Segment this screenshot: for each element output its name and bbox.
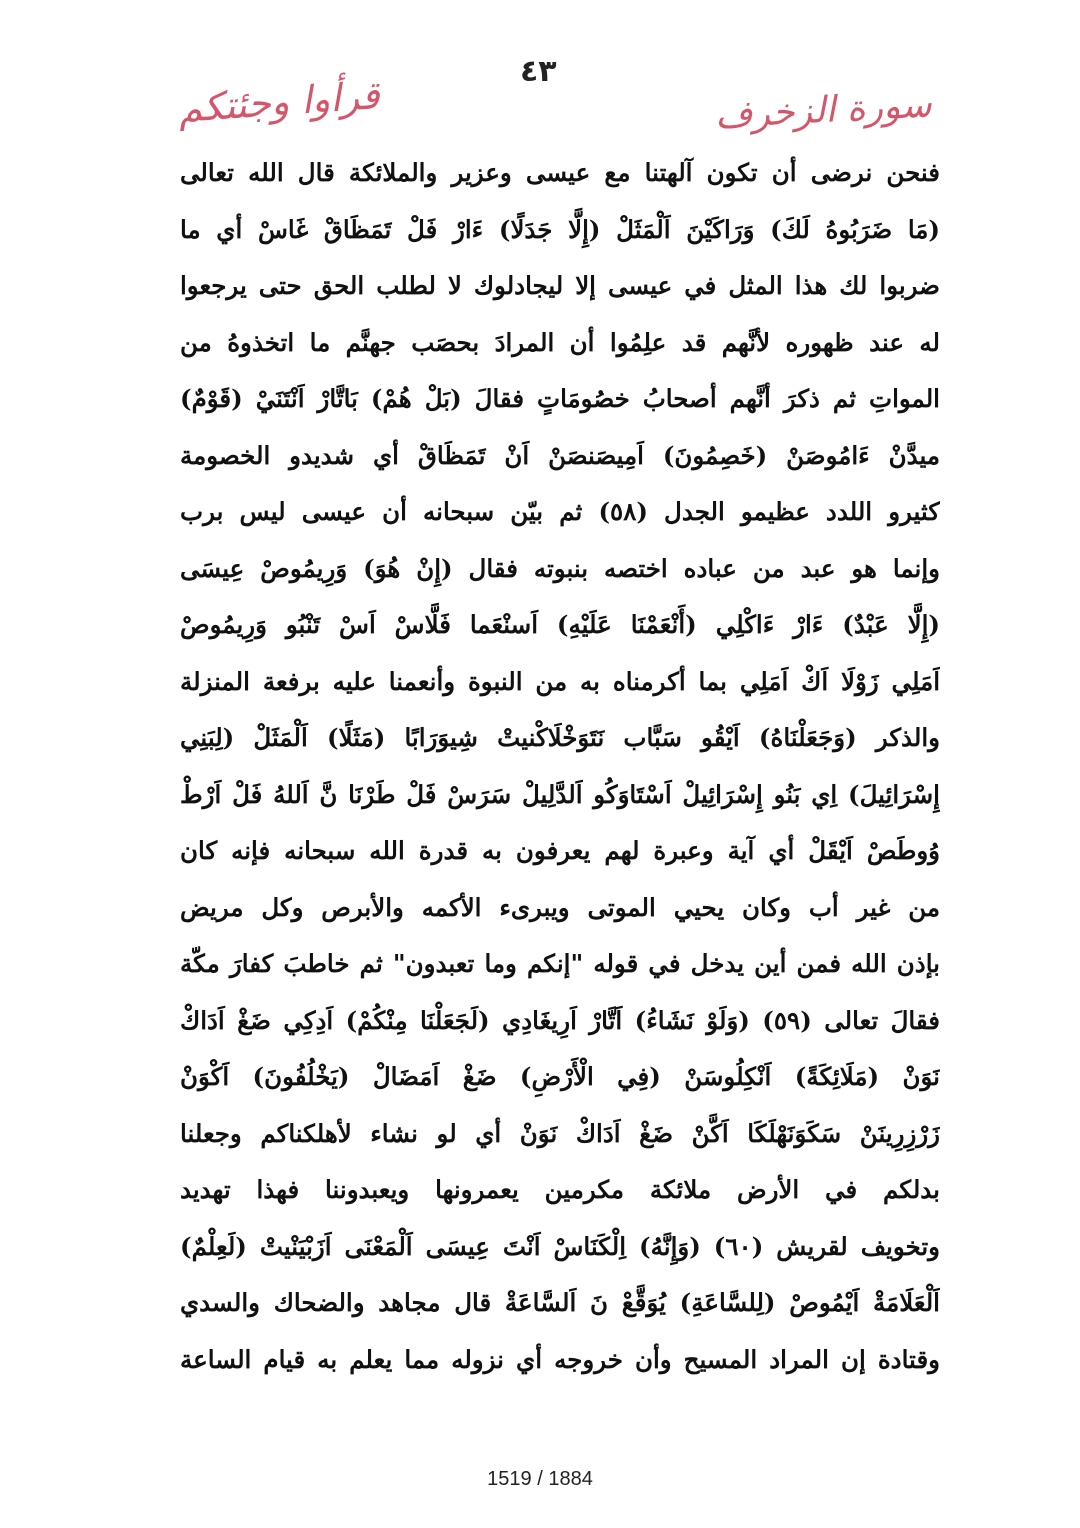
text-line: المواتِ ثم ذكرَ أنَّهم أصحابُ خصُومَاتٍ فقالَ (بَلْ هُمْ) بَاتَّارْ اَنْتَنَيْ (قَوْمٌ) [180,384,940,413]
handwritten-note-left: قرأوا وجئتكم [176,73,382,131]
text-line: فقالَ تعالى (٥٩) (وَلَوْ نَشَاءُ) اَتَّارْ اَرِيغَادِي (لَجَعَلْنَا مِنْكُمْ) اَدِكِي ضَغْ اَدَاكْ [180,1005,940,1035]
text-line: وقتادة إن المراد المسيح وأن خروجه أي نزوله مما يعلم به قيام الساعة [180,1344,940,1374]
text-line: إِسْرَائِيلَ) اِي بَنُو إِسْرَائِيلْ اَسْتَاوَكُو اَلدَّلِيلْ سَرَسْ فَلْ طَرْنَا نَّ اَللهُ فَلْ اَرْطْ [180,779,940,809]
text-line: وُوطَصْ اَيْقَلْ أي آية وعبرة لهم يعرفون به قدرة الله سبحانه فإنه كان [180,836,940,865]
text-line: ضربوا لك هذا المثل في عيسى إلا ليجادلوك لا لطلب الحق حتى يرجعوا [180,271,940,300]
text-line: (مَا ضَرَبُوهُ لَكَ) وَرَاكَيْنَ اَلْمَثَلْ (إِلَّا جَدَلًا) ءَارْ فَلْ تَمَظَاقْ غَاسْ أي ما [180,214,940,244]
text-line: له عند ظهوره لأنَّهم قد علِمُوا أن المرادَ بحصَب جهنَّم ما اتخذوهُ من [180,327,940,357]
text-line: بإذن الله فمن أين يدخل في قوله "إنكم وما تعبدون" ثم خاطبَ كفارَ مكّة [180,949,940,978]
text-line: (إِلَّا عَبْدٌ) ءَارْ ءَاكْلِي (أَنْعَمْنَا عَلَيْهِ) اَسنْعَما فَلَّاسْ اَسْ تَنْبُو وَرِيمُوصْ [180,610,940,639]
text-line: بدلكم في الأرض ملائكة مكرمين يعمرونها ويعبدوننا فهذا تهديد [180,1175,940,1204]
page-header [0,40,1080,150]
document-body [180,145,940,1388]
text-line: وإنما هو عبد من عباده اختصه بنبوته فقال (إِنْ هُوَ) وَرِيمُوصْ عِيسَى [180,553,940,583]
text-line: والذكر (وَجَعَلْنَاهُ) اَيْقُو سَبَّاب نَتَوَخْلَاكْنيتْ شِيوَرَابًا (مَثَلًا) اَلْمَثَلْ (لِبَنِي [180,723,940,752]
text-line: وتخويف لقريش (٦٠) (وَإِنَّهُ) اِلْكَنَاسْ اَنْتَ عِيسَى اَلْمَعْنَى اَزَبْيَنْيتْ (لَعِلْمٌ) [180,1231,940,1261]
text-line: فنحن نرضى أن تكون آلهتنا مع عيسى وعزير والملائكة قال الله تعالى [180,158,940,187]
text-line: اَلْعَلَامَةْ اَيْمُوصْ (لِلسَّاعَةِ) يُوَقَّعْ نَ اَلسَّاعَةْ قال مجاهد والضحاك والسدي [180,1288,940,1317]
text-line: اَمَلِي زَوْلَا اَكْ اَمَلِي بما أكرمناه به من النبوة وأنعمنا عليه برفعة المنزلة [180,666,940,696]
text-line: ميدَّنْ ءَامُوصَنْ (خَصِمُونَ) اَمِيصَنصَنْ اَنْ تَمَظَاقْ أي شديدو الخصومة [180,440,940,470]
text-line: من غير أب وكان يحيي الموتى ويبرىء الأكمه والأبرص وكل مريض [180,892,940,922]
text-line: نَوَنْ (مَلَائِكَةً) اَنْكِلُوسَنْ (فِي الْأَرْضِ) ضَغْ اَمَضَالْ (يَخْلُفُونَ) اَكْوَنْ [180,1062,940,1091]
page-counter: 1519 / 1884 [487,1468,593,1490]
page-number: ٤٣ [520,54,557,89]
text-line: كثيرو اللدد عظيمو الجدل (٥٨) ثم بيّن سبحانه أن عيسى ليس برب [180,497,940,526]
text-line: زَرْزِرِينَنْ سَكَوَنَهْلَكَا اَكَّنْ ضَغْ اَدَاكْ نَوَنْ أي لو نشاء لأهلكناكم وجعلنا [180,1118,940,1148]
handwritten-note-right: سورة الزخرف [714,84,933,137]
